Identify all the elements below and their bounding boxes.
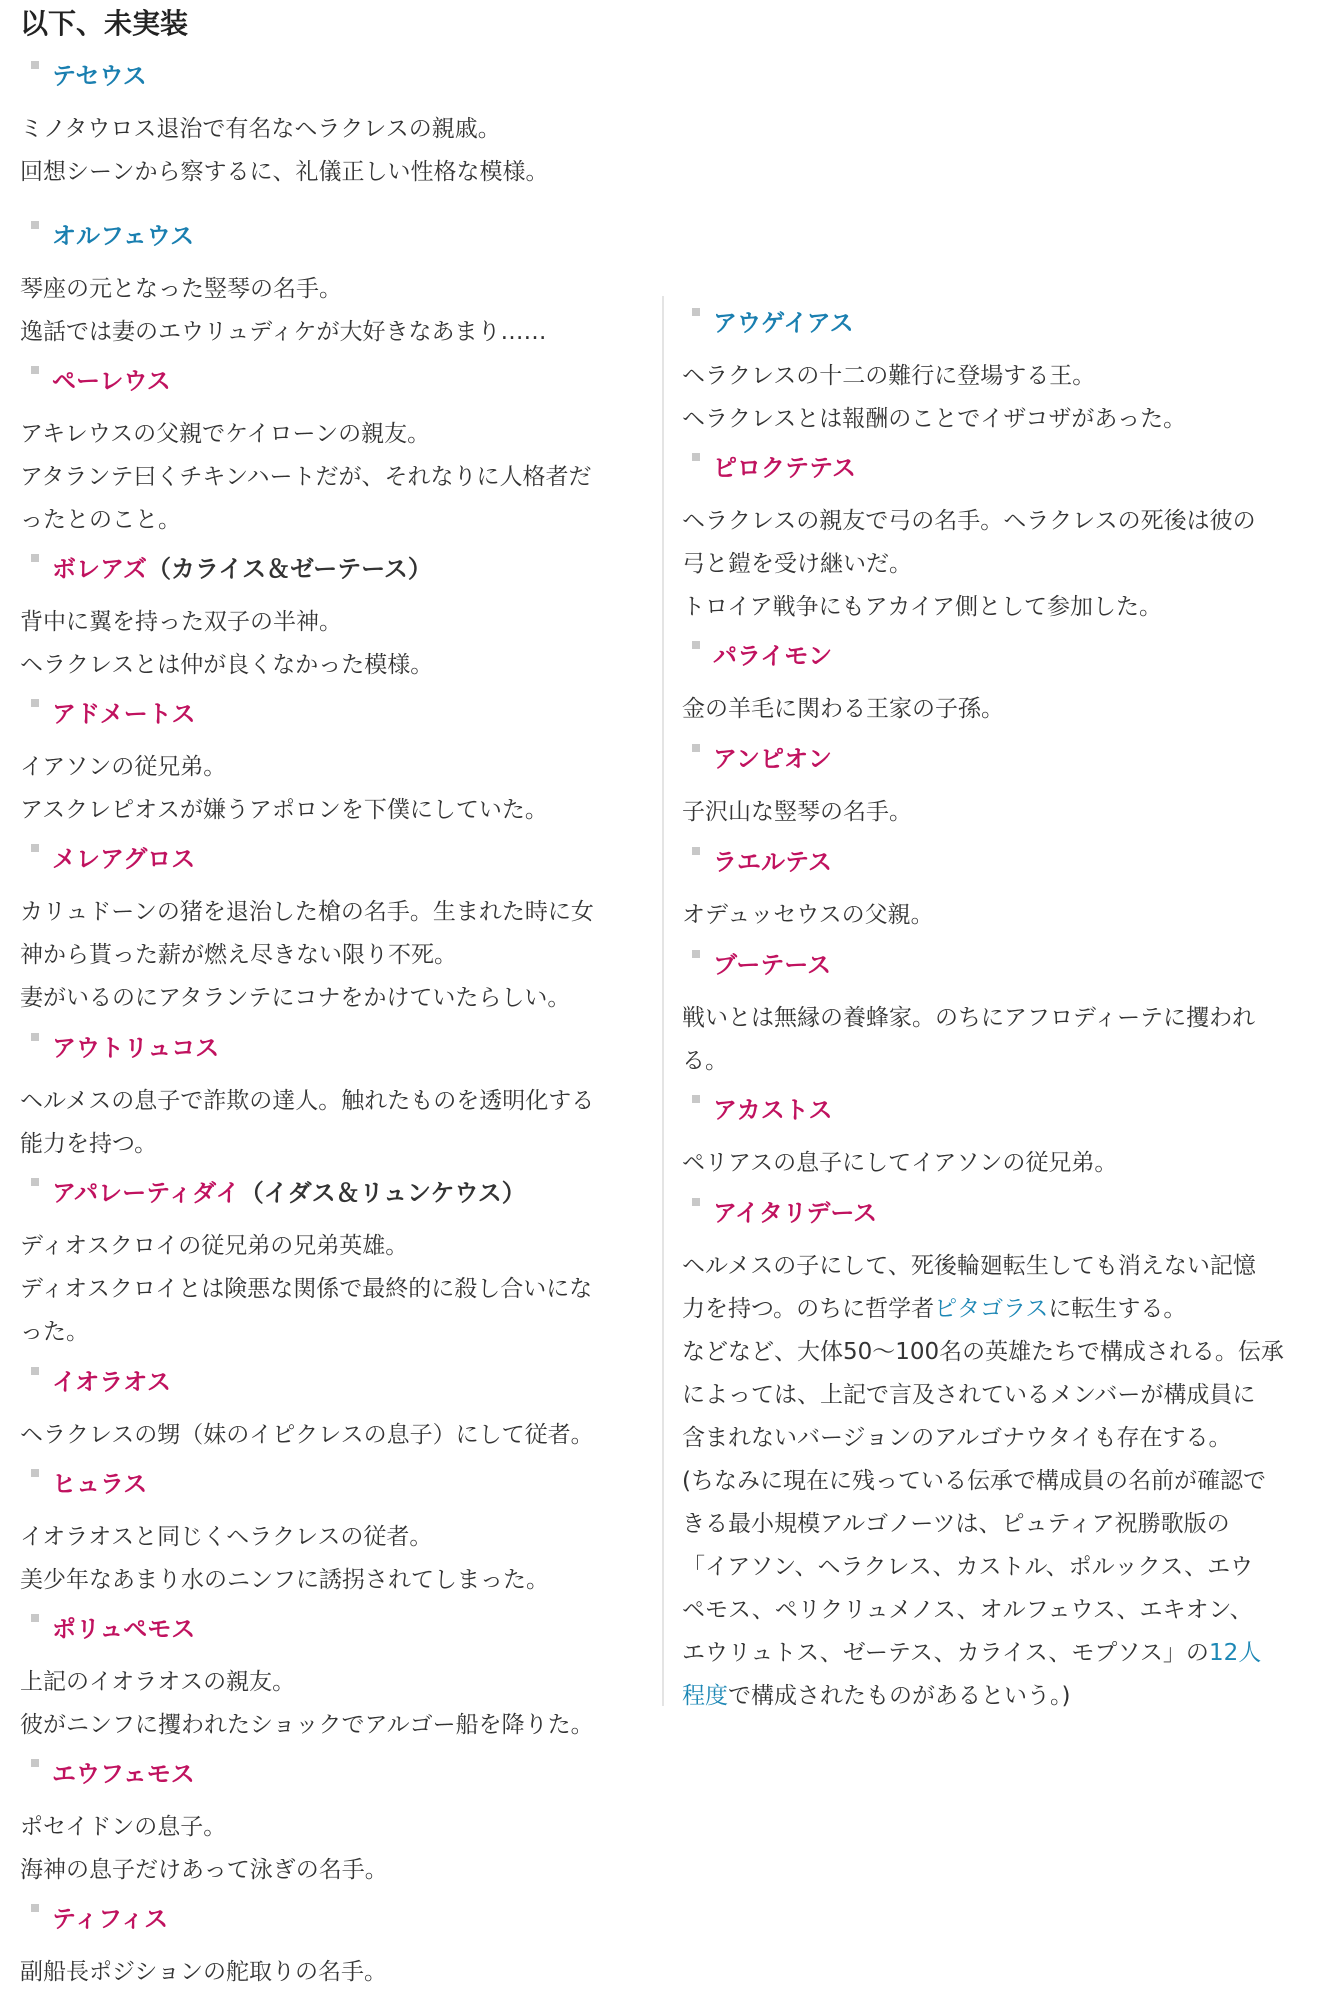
bullet-icon <box>31 1904 39 1912</box>
bullet-icon <box>31 554 39 562</box>
bullet-icon <box>31 366 39 374</box>
entry-name-link[interactable]: ボレアズ（カライス＆ゼーテース） <box>52 555 432 583</box>
bullet-icon <box>692 950 700 958</box>
entry-name-link[interactable]: アカストス <box>713 1096 833 1124</box>
closing-line-8: エウリュトス、ゼーテス、カライス、モプソス」の12人 <box>682 1640 1262 1666</box>
bullet-icon <box>692 308 700 316</box>
entry-name-link[interactable]: オルフェウス <box>52 222 195 250</box>
bullet-icon <box>692 1095 700 1103</box>
bullet-icon <box>692 744 700 752</box>
entry-description: ディオスクロイの従兄弟の兄弟英雄。 ディオスクロイとは険悪な関係で最終的に殺し合いにな った。 <box>20 1233 593 1345</box>
closing-line-9: 程度で構成されたものがあるという。) <box>682 1683 1071 1709</box>
bullet-icon <box>692 847 700 855</box>
entry-name-link[interactable]: ブーテース <box>713 951 832 979</box>
bullet-icon <box>31 61 39 69</box>
bullet-icon <box>31 1178 39 1186</box>
entry-description: アキレウスの父親でケイローンの親友。 アタランテ曰くチキンハートだが、それなりに人格者だ ったとのこと。 <box>20 421 592 533</box>
entry-name-link[interactable]: ラエルテス <box>713 848 833 876</box>
entry-name-link[interactable]: アウゲイアス <box>713 309 854 337</box>
twelve-people-link[interactable]: 12人 <box>1208 1640 1262 1666</box>
entry-description: ヘルメスの息子で詐欺の達人。触れたものを透明化する 能力を持つ。 <box>20 1088 595 1157</box>
entry-description: 上記のイオラオスの親友。 彼がニンフに攫われたショックでアルゴー船を降りた。 <box>20 1669 594 1738</box>
entry-name-link[interactable]: ペーレウス <box>52 367 171 395</box>
entry-name-link[interactable]: アドメートス <box>52 700 196 728</box>
entry-name-link[interactable]: エウフェモス <box>52 1760 195 1788</box>
bullet-icon <box>692 641 700 649</box>
entry-description: オデュッセウスの父親。 <box>682 902 934 928</box>
page-title: 以下、未実装 <box>20 7 189 40</box>
right-column <box>662 296 1319 1709</box>
bullet-icon <box>31 844 39 852</box>
pythagoras-link[interactable]: ピタゴラス <box>934 1296 1049 1322</box>
degree-link[interactable]: 程度 <box>682 1683 728 1709</box>
bullet-icon <box>31 1367 39 1375</box>
entry-name-link[interactable]: イオラオス <box>52 1368 172 1396</box>
entry-description: ヘラクレスの十二の難行に登場する王。 ヘラクレスとは報酬のことでイザコザがあった。 <box>682 363 1187 432</box>
entry-name-link[interactable]: アウトリュコス <box>52 1034 220 1062</box>
entry-description: 副船長ポジションの舵取りの名手。 <box>20 1959 387 1985</box>
bullet-icon <box>31 1033 39 1041</box>
entry-name-link[interactable]: メレアグロス <box>52 845 196 873</box>
bullet-icon <box>692 453 700 461</box>
entry-name-link[interactable]: アイタリデース <box>713 1199 878 1227</box>
entry-description: カリュドーンの猪を退治した槍の名手。生まれた時に女 神から貰った薪が燃え尽きない限り不死。 妻がいるのにアタランテにコナをかけていたらしい。 <box>20 899 594 1011</box>
entry-description: 背中に翼を持った双子の半神。 ヘラクレスとは仲が良くなかった模様。 <box>20 609 434 678</box>
entry-description: 金の羊毛に関わる王家の子孫。 <box>682 696 1004 722</box>
entry-description: ヘルメスの子にして、死後輪廻転生しても消えない記憶 力を持つ。のちに哲学者ピタゴラスに転生する。 などなど、大体50～100名の英雄たちで構成される。伝承 によっては、上記で言及されているメンバーが構成員に 含まれないバージョンのアルゴナウタイも存在する。 (ちなみに現在に残っている伝承で構成員の名前が確認で きる最小規模アルゴノーツは、ピュティア祝勝歌版の 「イアソン、ヘラクレス、カストル、ポルックス、エウ ペモス、ペリクリュメノス、オルフェウス、エキオン、 エウリュトス、ゼーテス、カライス、モプソス」の12人 程度で構成されたものがあるという。) <box>682 1245 1284 1718</box>
aithalides-line-2: 力を持つ。のちに哲学者ピタゴラスに転生する。 <box>682 1296 1187 1322</box>
bullet-icon <box>31 1469 39 1477</box>
entry-description: ミノタウロス退治で有名なヘラクレスの親戚。 回想シーンから察するに、礼儀正しい性格な模様。 <box>20 116 549 185</box>
entry-description: ペリアスの息子にしてイアソンの従兄弟。 <box>682 1150 1118 1176</box>
entry-name-link[interactable]: ヒュラス <box>52 1470 148 1498</box>
entry-description: イアソンの従兄弟。 アスクレピオスが嫌うアポロンを下僕にしていた。 <box>20 754 548 823</box>
bullet-icon <box>31 699 39 707</box>
entry-name-link[interactable]: アパレーティダイ（イダス＆リュンケウス） <box>52 1179 526 1207</box>
entry-description: イオラオスと同じくヘラクレスの従者。 美少年なあまり水のニンフに誘拐されてしまった。 <box>20 1524 549 1593</box>
bullet-icon <box>31 221 39 229</box>
entry-name-link[interactable]: テセウス <box>52 62 147 90</box>
entry-name-link[interactable]: パライモン <box>713 642 833 670</box>
entry-name-link[interactable]: ティフィス <box>52 1905 169 1933</box>
entry-description: 琴座の元となった竪琴の名手。 逸話では妻のエウリュディケが大好きなあまり…… <box>20 276 547 345</box>
entry-description: 子沢山な竪琴の名手。 <box>682 799 912 825</box>
entry-name-link[interactable]: ピロクテテス <box>713 454 857 482</box>
bullet-icon <box>31 1614 39 1622</box>
bullet-icon <box>31 1759 39 1767</box>
entry-description: ヘラクレスの親友で弓の名手。ヘラクレスの死後は彼の 弓と鎧を受け継いだ。 トロイア戦争にもアカイア側として参加した。 <box>682 508 1256 620</box>
entry-name-link[interactable]: ポリュペモス <box>52 1615 196 1643</box>
bullet-icon <box>692 1198 700 1206</box>
entry-description: ヘラクレスの甥（妹のイピクレスの息子）にして従者。 <box>20 1422 594 1448</box>
entry-description: ポセイドンの息子。 海神の息子だけあって泳ぎの名手。 <box>20 1814 388 1883</box>
entry-name-link[interactable]: アンピオン <box>713 745 833 773</box>
entry-description: 戦いとは無縁の養蜂家。のちにアフロディーテに攫われ る。 <box>682 1005 1256 1074</box>
